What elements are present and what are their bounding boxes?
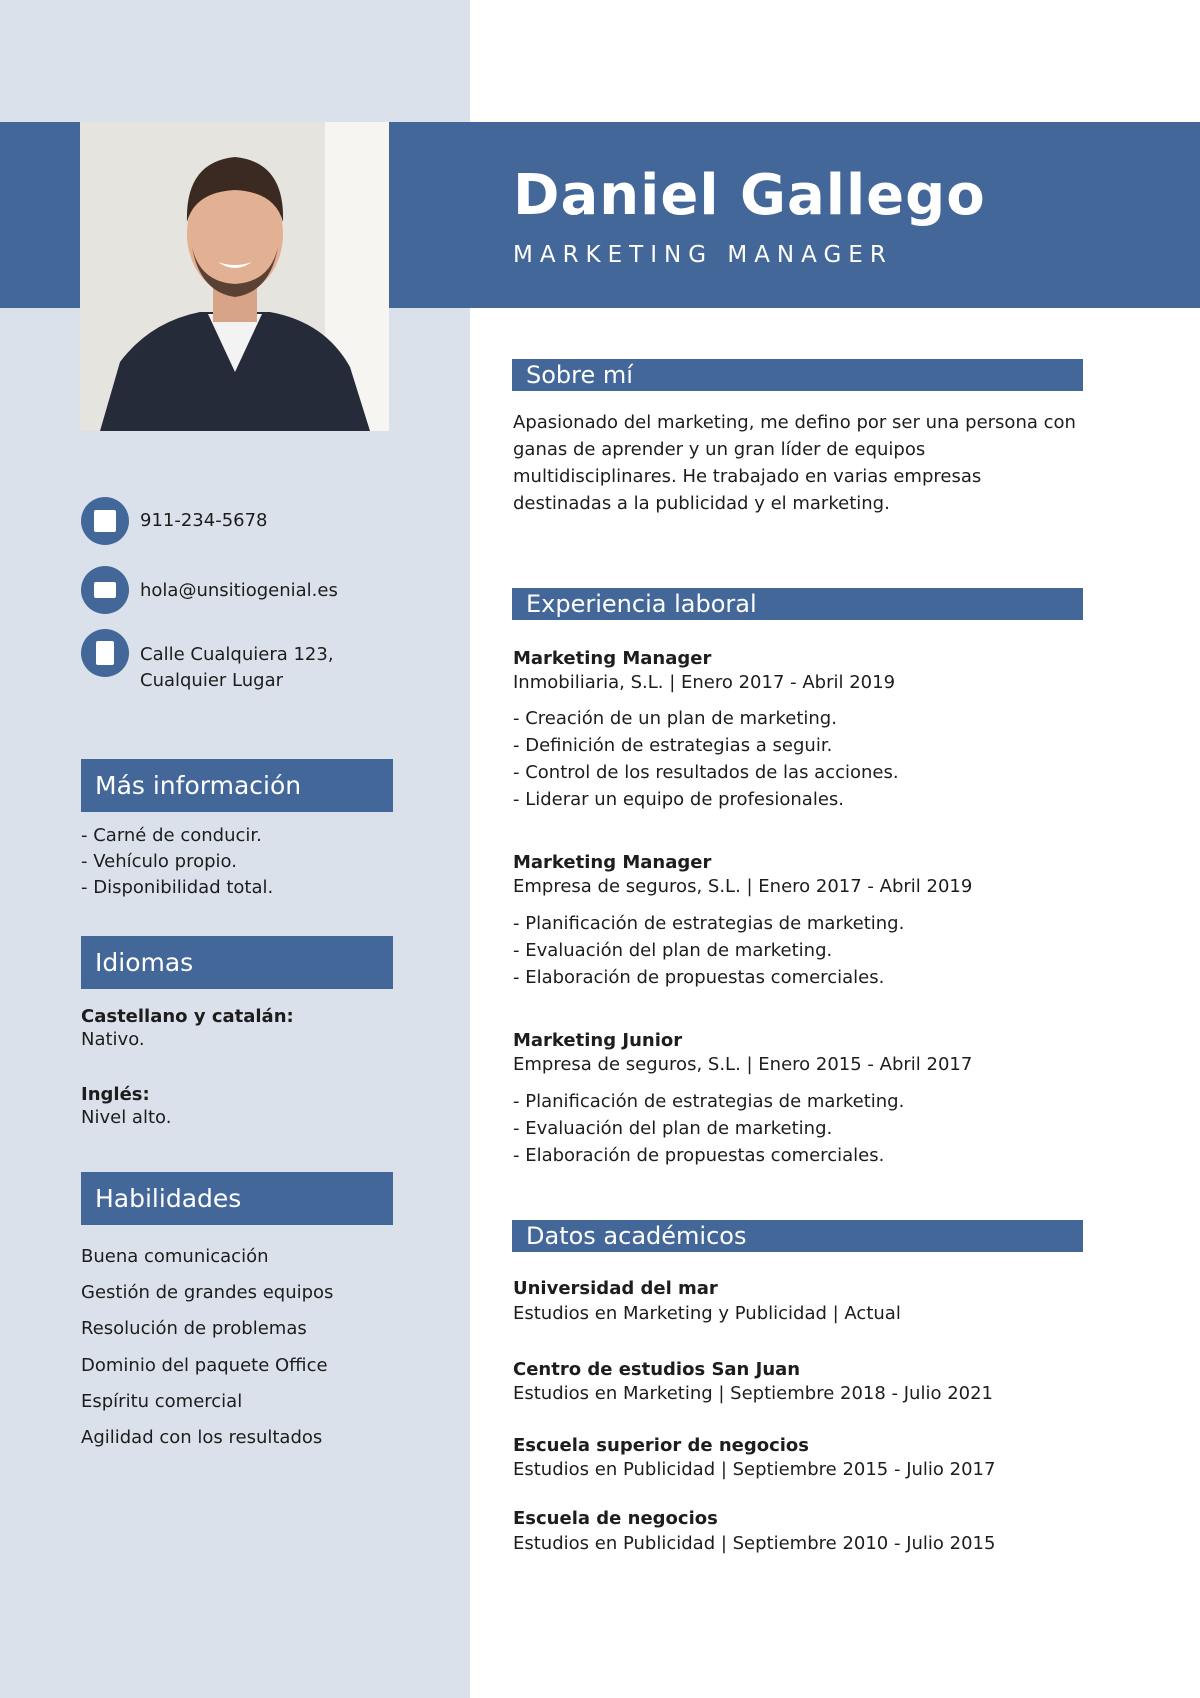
more-info-item: - Disponibilidad total. — [81, 877, 274, 898]
skill-item: Dominio del paquete Office — [81, 1355, 328, 1376]
study-detail: Estudios en Publicidad | Septiembre 2015 - Julio 2017 — [513, 1459, 996, 1480]
job-bullet: - Elaboración de propuestas comerciales. — [513, 1145, 885, 1166]
job-bullet: - Definición de estrategias a seguir. — [513, 735, 833, 756]
skill-item: Espíritu comercial — [81, 1391, 243, 1412]
education-heading: Datos académicos — [512, 1220, 1083, 1252]
candidate-name: Daniel Gallego — [513, 163, 986, 228]
home-icon — [81, 629, 129, 677]
job-bullet: - Planificación de estrategias de marketing. — [513, 913, 905, 934]
email-address: hola@unsitiogenial.es — [140, 580, 338, 601]
language-level: Nativo. — [81, 1029, 145, 1050]
more-info-item: - Carné de conducir. — [81, 825, 262, 846]
language-name: Inglés: — [81, 1084, 150, 1105]
skill-item: Agilidad con los resultados — [81, 1427, 323, 1448]
school-name: Escuela de negocios — [513, 1508, 718, 1529]
mail-icon — [81, 566, 129, 614]
study-detail: Estudios en Marketing y Publicidad | Actual — [513, 1303, 901, 1324]
study-detail: Estudios en Publicidad | Septiembre 2010 - Julio 2015 — [513, 1533, 996, 1554]
header-band-left — [0, 122, 80, 308]
about-heading: Sobre mí — [512, 359, 1083, 391]
job-bullet: - Liderar un equipo de profesionales. — [513, 789, 844, 810]
address-line-2: Cualquier Lugar — [140, 670, 284, 691]
job-company-dates: Inmobiliaria, S.L. | Enero 2017 - Abril 2019 — [513, 672, 896, 693]
language-name: Castellano y catalán: — [81, 1006, 294, 1027]
school-name: Universidad del mar — [513, 1278, 718, 1299]
skill-item: Gestión de grandes equipos — [81, 1282, 334, 1303]
job-bullets — [513, 705, 899, 813]
job-bullets — [513, 1088, 904, 1169]
job-title: Marketing Junior — [513, 1030, 683, 1051]
profile-photo — [80, 122, 389, 431]
school-name: Centro de estudios San Juan — [513, 1359, 801, 1380]
job-bullet: - Elaboración de propuestas comerciales. — [513, 967, 885, 988]
phone-icon — [81, 497, 129, 545]
languages-heading: Idiomas — [81, 936, 393, 989]
job-bullet: - Creación de un plan de marketing. — [513, 708, 837, 729]
experience-heading: Experiencia laboral — [512, 588, 1083, 620]
more-info-item: - Vehículo propio. — [81, 851, 237, 872]
job-company-dates: Empresa de seguros, S.L. | Enero 2017 - Abril 2019 — [513, 876, 973, 897]
study-detail: Estudios en Marketing | Septiembre 2018 - Julio 2021 — [513, 1383, 994, 1404]
skills-heading: Habilidades — [81, 1172, 393, 1225]
job-title: Marketing Manager — [513, 852, 712, 873]
job-bullet: - Evaluación del plan de marketing. — [513, 940, 833, 961]
phone-number: 911-234-5678 — [140, 510, 268, 531]
more-info-heading: Más información — [81, 759, 393, 812]
job-bullet: - Control de los resultados de las acciones. — [513, 762, 899, 783]
job-bullet: - Planificación de estrategias de marketing. — [513, 1091, 905, 1112]
skill-item: Buena comunicación — [81, 1246, 269, 1267]
skill-item: Resolución de problemas — [81, 1318, 307, 1339]
language-level: Nivel alto. — [81, 1107, 172, 1128]
more-info-list — [81, 823, 273, 901]
job-bullet: - Evaluación del plan de marketing. — [513, 1118, 833, 1139]
job-bullets — [513, 910, 904, 991]
address-line-1: Calle Cualquiera 123, — [140, 644, 334, 665]
about-text: Apasionado del marketing, me defino por ser una persona con ganas de aprender y un gran líder de equipos multidisciplinares. He trabajado en varias empresas destinadas a la publicidad y el marketing. — [513, 412, 1076, 514]
school-name: Escuela superior de negocios — [513, 1435, 810, 1456]
job-title: Marketing Manager — [513, 648, 712, 669]
job-company-dates: Empresa de seguros, S.L. | Enero 2015 - Abril 2017 — [513, 1054, 973, 1075]
candidate-job-title: MARKETING MANAGER — [513, 242, 893, 268]
